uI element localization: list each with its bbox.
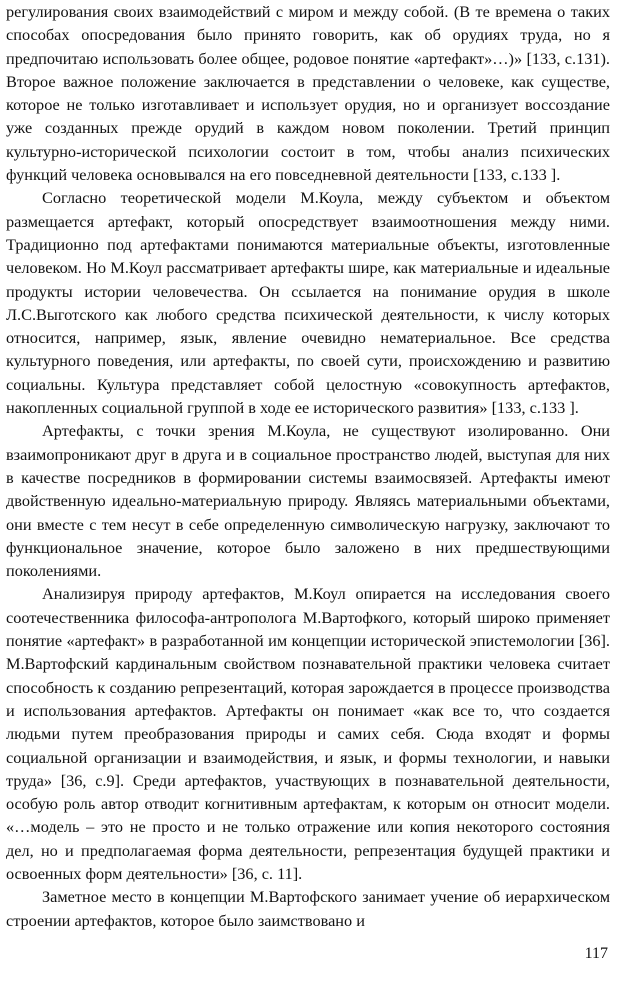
- paragraph-4: Анализируя природу артефактов, М.Коул опирается на исследования своего соотечественника философа-антрополога М.Вартофкого, который широко применяет понятие «артефакт» в разработанной им концепции исторической эпистемологии [36]. М.Вартофский кардинальным свойством познавательной практики человека считает способность к созданию репрезентаций, которая зарождается в процессе производства и использования артефактов. Артефакты он понимает «как все то, что создается людьми путем преобразования природы и самих себя. Сюда входят и формы социальной организации и взаимодействия, и язык, и формы технологии, и навыки труда» [36, с.9]. Среди артефактов, участвующих в познавательной деятельности, особую роль автор отводит когнитивным артефактам, к которым он относит модели. «…модель – это не просто и не только отражение или копия некоторого состояния дел, но и предполагаемая форма деятельности, репрезентация будущей практики и освоенных форм деятельности» [36, с. 11].: [6, 584, 610, 883]
- paragraph-2: Согласно теоретической модели М.Коула, между субъектом и объектом размещается артефакт, который опосредствует взаимоотношения между ними. Традиционно под артефактами понимаются материальные объекты, изготовленные человеком. Но М.Коул рассматривает артефакты шире, как материальные и идеальные продукты истории человечества. Он ссылается на понимание орудия в школе Л.С.Выготского как любого средства психической деятельности, к числу которых относится, например, язык, явление очевидно нематериальное. Все средства культурного поведения, или артефакты, по своей сути, происхождению и развитию социальны. Культура представляет собой целостную «совокупность артефактов, накопленных социальной группой в ходе ее исторического развития» [133, с.133 ].: [6, 188, 610, 418]
- paragraph-1: регулирования своих взаимодействий с миром и между собой. (В те времена о таких способах опосредования было принято говорить, как об орудиях труда, но я предпочитаю использовать более общее, родовое понятие «артефакт»…)» [133, с.131). Второе важное положение заключается в представлении о человеке, как существе, которое не только изготавливает и использует орудия, но и организует воссоздание уже созданных прежде орудий в каждом новом поколении. Третий принцип культурно-исторической психологии состоит в том, чтобы анализ психических функций человека основывался на его повседневной деятельности [133, с.133 ].: [6, 2, 610, 185]
- paragraph-5: Заметное место в концепции М.Вартофского занимает учение об иерархическом строении артефактов, которое было заимствовано и: [6, 887, 610, 930]
- paragraph-3: Артефакты, с точки зрения М.Коула, не существуют изолированно. Они взаимопроникают друг в друга и в социальное пространство людей, выступая для них в качестве посредников в формировании системы взаимосвязей. Артефакты имеют двойственную идеально-материальную природу. Являясь материальными объектами, они вместе с тем несут в себе определенную символическую нагрузку, заключают то функциональное значение, которое было заложено в них предшествующими поколениями.: [6, 421, 610, 581]
- page-number: 117: [584, 945, 608, 962]
- body-text: [6, 0, 610, 932]
